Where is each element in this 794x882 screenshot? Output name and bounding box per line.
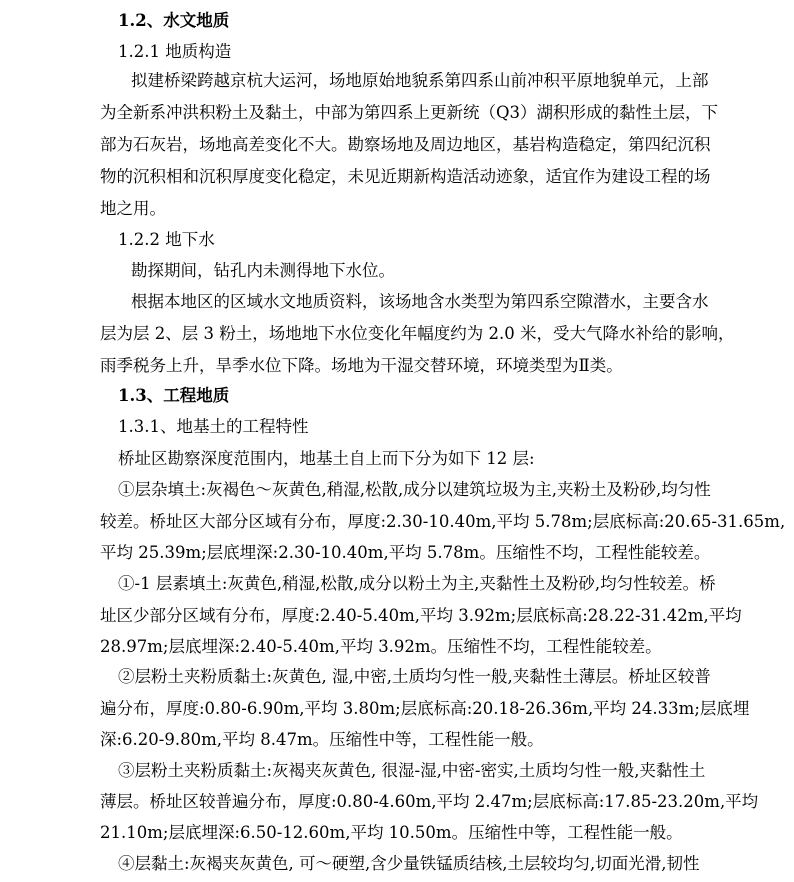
section-heading-1-3: 1.3、工程地质 <box>118 386 230 405</box>
layer-line: 28.97m;层底埋深:2.40-5.40m,平均 3.92m。压缩性不均，工程性能较差。 <box>100 637 662 656</box>
paragraph-line: 为全新系冲洪积粉土及黏土，中部为第四系上更新统（Q3）湖积形成的黏性土层，下 <box>100 103 719 122</box>
layer-line: 薄层。桥址区较普遍分布，厚度:0.80-4.60m,平均 2.47m;层底标高:17.85-23.20m,平均 <box>100 792 759 811</box>
layer-line: 址区少部分区域有分布，厚度:2.40-5.40m,平均 3.92m;层底标高:28.22-31.42m,平均 <box>100 606 742 625</box>
layer-line: ①层杂填土:灰褐色～灰黄色,稍湿,松散,成分以建筑垃圾为主,夹粉土及粉砂,均匀性 <box>118 480 711 499</box>
paragraph-line: 地之用。 <box>100 199 166 218</box>
paragraph-line: 雨季税务上升，旱季水位下降。场地为干湿交替环境，环境类型为Ⅱ类。 <box>100 356 623 375</box>
layer-line: 深:6.20-9.80m,平均 8.47m。压缩性中等，工程性能一般。 <box>100 730 544 749</box>
section-heading-1-2: 1.2、水文地质 <box>118 11 230 30</box>
layer-line: ③层粉土夹粉质黏土:灰褐夹灰黄色, 很湿-湿,中密-密实,土质均匀性一般,夹黏性土 <box>118 761 706 780</box>
layer-line: 遍分布，厚度:0.80-6.90m,平均 3.80m;层底标高:20.18-26.36m,平均 24.33m;层底埋 <box>100 699 750 718</box>
paragraph-line: 部为石灰岩，场地高差变化不大。勘察场地及周边地区，基岩构造稳定，第四纪沉积 <box>100 135 711 154</box>
layer-line: 较差。桥址区大部分区域有分布，厚度:2.30-10.40m,平均 5.78m;层底标高:20.65-31.65m, <box>100 512 786 531</box>
paragraph-line: 层为层 2、层 3 粉土，场地地下水位变化年幅度约为 2.0 米，受大气降水补给的影响， <box>100 324 735 343</box>
paragraph-line: 桥址区勘察深度范围内，地基土自上而下分为如下 12 层: <box>118 449 535 468</box>
layer-line: 平均 25.39m;层底埋深:2.30-10.40m,平均 5.78m。压缩性不均，工程性能较差。 <box>100 543 711 562</box>
paragraph-line: 物的沉积相和沉积厚度变化稳定，未见近期新构造活动迹象，适宜作为建设工程的场 <box>100 167 711 186</box>
subsection-title-1-2-1: 1.2.1 地质构造 <box>118 42 232 61</box>
layer-line: ②层粉土夹粉质黏土:灰黄色, 湿,中密,土质均匀性一般,夹黏性土薄层。桥址区较普 <box>118 667 711 686</box>
paragraph-line: 拟建桥梁跨越京杭大运河，场地原始地貌系第四系山前冲积平原地貌单元，上部 <box>131 71 709 90</box>
layer-line: 21.10m;层底埋深:6.50-12.60m,平均 10.50m。压缩性中等，工程性能一般。 <box>100 823 683 842</box>
paragraph-line: 勘探期间，钻孔内未测得地下水位。 <box>131 261 395 280</box>
subsection-title-1-3-1: 1.3.1、地基土的工程特性 <box>118 417 309 436</box>
layer-line: ①-1 层素填土:灰黄色,稍湿,松散,成分以粉土为主,夹黏性土及粉砂,均匀性较差。桥 <box>118 574 716 593</box>
paragraph-line: 根据本地区的区域水文地质资料，该场地含水类型为第四系空隙潜水，主要含水 <box>131 292 709 311</box>
subsection-title-1-2-2: 1.2.2 地下水 <box>118 230 215 249</box>
layer-line: ④层黏土:灰褐夹灰黄色, 可～硬塑,含少量铁锰质结核,土层较均匀,切面光滑,韧性 <box>118 854 700 873</box>
